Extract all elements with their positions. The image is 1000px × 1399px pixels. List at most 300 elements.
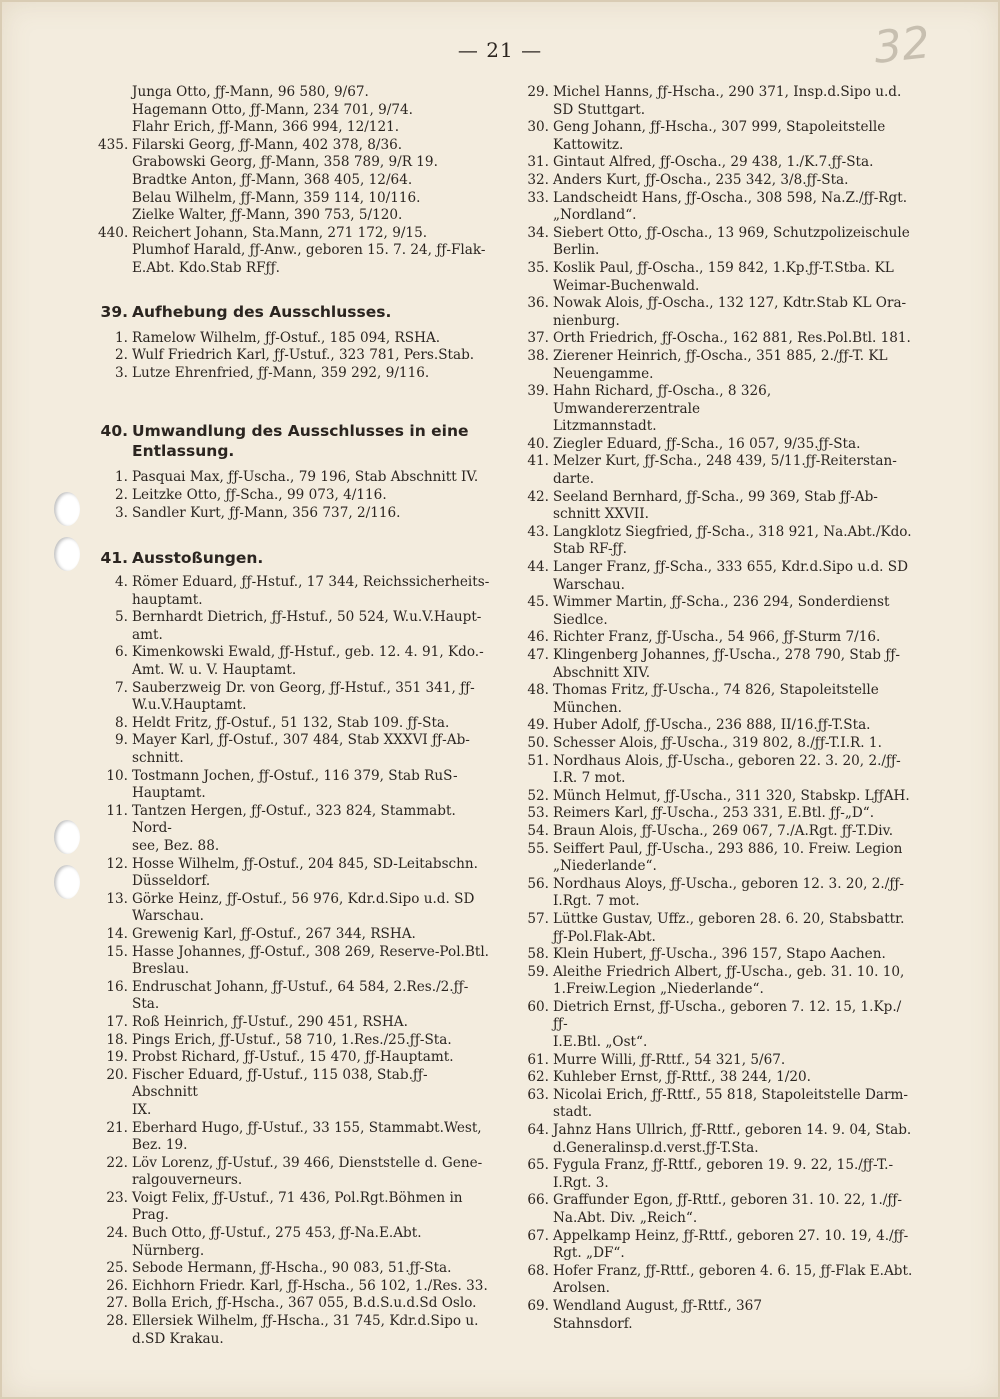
- entry-text: Flahr Erich, ƒƒ-Mann, 366 994, 12/121.: [132, 119, 400, 136]
- entry-number: 12.: [106, 855, 128, 872]
- entry-text: Na.Abt. Div. „Reich“.: [553, 1210, 698, 1226]
- punch-hole: [54, 492, 80, 526]
- entry-text: W.u.V.Hauptamt.: [132, 697, 247, 714]
- list-entry: [525, 577, 915, 595]
- list-entry: [525, 119, 915, 137]
- entry-number: 64.: [527, 1122, 549, 1139]
- entry-text: Klein Hubert, ƒƒ-Uscha., 396 157, Stapo Aachen.: [553, 946, 886, 963]
- list-entry: [525, 330, 915, 348]
- entry-text: Hagemann Otto, ƒƒ-Mann, 234 701, 9/74.: [132, 101, 413, 118]
- list-entry: [525, 893, 915, 911]
- entry-number: 69.: [527, 1297, 549, 1314]
- entry-text: Heldt Fritz, ƒƒ-Ostuf., 51 132, Stab 109. ƒƒ-Sta.: [132, 714, 450, 731]
- list-entry: [104, 1190, 490, 1208]
- list-entry: [104, 592, 490, 610]
- entry-text: Mayer Karl, ƒƒ-Ostuf., 307 484, Stab XXXVI ƒƒ-Ab-: [132, 732, 470, 749]
- entry-text: Dietrich Ernst, ƒƒ-Uscha., geboren 7. 12. 15, 1.Kp./ƒƒ-: [553, 998, 902, 1033]
- list-entry: [104, 1278, 490, 1296]
- list-entry: [104, 768, 490, 786]
- entry-number: 56.: [527, 875, 549, 892]
- list-entry: [104, 856, 490, 874]
- entry-number: 43.: [527, 523, 549, 540]
- entry-number: 60.: [527, 998, 549, 1015]
- entry-text: Hasse Johannes, ƒƒ-Ostuf., 308 269, Reserve-Pol.Btl.: [132, 943, 489, 960]
- list-entry: [525, 366, 915, 384]
- list-entry: [525, 823, 915, 841]
- entry-text: Düsseldorf.: [132, 873, 211, 890]
- entry-number: 59.: [527, 963, 549, 980]
- entry-number: 27.: [106, 1295, 128, 1312]
- entry-text: schnitt.: [132, 750, 184, 767]
- entry-text: Orth Friedrich, ƒƒ-Oscha., 162 881, Res.Pol.Btl. 181.: [553, 330, 911, 347]
- list-entry: [104, 680, 490, 698]
- entry-text: Nordhaus Alois, ƒƒ-Uscha., geboren 22. 3. 20, 2./ƒƒ-: [553, 752, 901, 769]
- entry-text: Siebert Otto, ƒƒ-Oscha., 13 969, Schutzpolizeischule: [553, 224, 910, 241]
- entry-number: 39.: [527, 383, 549, 400]
- list-entry: [104, 803, 490, 838]
- entry-number: 50.: [527, 734, 549, 751]
- entry-text: E.Abt. Kdo.Stab RFƒƒ.: [132, 259, 280, 276]
- entry-text: Fischer Eduard, ƒƒ-Ustuf., 115 038, Stab.ƒƒ-Abschnitt: [132, 1066, 428, 1101]
- entry-text: Fygula Franz, ƒƒ-Rttf., geboren 19. 9. 22, 15./ƒƒ-T.-: [553, 1157, 894, 1174]
- entry-number: 47.: [527, 647, 549, 663]
- entry-text: Grewenig Karl, ƒƒ-Ostuf., 267 344, RSHA.: [132, 925, 416, 942]
- entry-text: Zierener Heinrich, ƒƒ-Oscha., 351 885, 2./ƒƒ-T. KL: [553, 347, 888, 364]
- entry-text: Wendland August, ƒƒ-Rttf., 367: [553, 1297, 762, 1314]
- entry-text: Endruschat Johann, ƒƒ-Ustuf., 64 584, 2.Res./2.ƒƒ-Sta.: [132, 978, 469, 1013]
- list-entry: [104, 979, 490, 1014]
- list-entry: [525, 1052, 915, 1070]
- list-entry: [104, 697, 490, 715]
- entry-number: 20.: [106, 1066, 128, 1083]
- list-entry: [525, 242, 915, 260]
- entry-number: 31.: [527, 154, 549, 171]
- entry-number: 16.: [106, 978, 128, 995]
- entry-number: 23.: [106, 1189, 128, 1206]
- entry-number: 65.: [527, 1157, 549, 1174]
- entry-number: 49.: [527, 717, 549, 734]
- entry-text: Litzmannstadt.: [553, 418, 657, 435]
- entry-text: I.E.Btl. „Ost“.: [553, 1034, 648, 1051]
- list-entry: [525, 559, 915, 577]
- entry-text: I.Rgt. 3.: [553, 1174, 609, 1191]
- entry-text: Sebode Hermann, ƒƒ-Hscha., 90 083, 51.ƒƒ-Sta.: [132, 1260, 452, 1277]
- list-entry: [104, 908, 490, 926]
- entry-text: Huber Adolf, ƒƒ-Uscha., 236 888, II/16.ƒƒ-T.Sta.: [553, 717, 871, 734]
- list-entry: [525, 788, 915, 806]
- list-entry: [104, 750, 490, 768]
- entry-text: ralgouverneurs.: [132, 1172, 243, 1189]
- entry-text: Amt. W. u. V. Hauptamt.: [132, 662, 297, 679]
- list-entry: [525, 1245, 915, 1263]
- entry-number: 24.: [106, 1225, 128, 1242]
- entry-number: 29.: [527, 84, 549, 100]
- section-title-text: Umwandlung des Ausschlusses in eine: [132, 422, 469, 441]
- list-entry: [525, 348, 915, 366]
- list-entry: [525, 612, 915, 630]
- list-entry: [525, 418, 915, 436]
- list-entry: [104, 347, 490, 365]
- entry-text: Ellersiek Wilhelm, ƒƒ-Hscha., 31 745, Kdr.d.Sipo u.: [132, 1313, 479, 1330]
- entry-text: Klingenberg Johannes, ƒƒ-Uscha., 278 790, Stab ƒƒ-: [553, 647, 900, 663]
- list-entry: [104, 505, 490, 523]
- entry-text: Berlin.: [553, 242, 600, 259]
- list-entry: [104, 1295, 490, 1313]
- list-entry: [525, 911, 915, 929]
- entry-text: SD Stuttgart.: [553, 101, 646, 118]
- entry-number: 62.: [527, 1069, 549, 1086]
- entry-text: Seeland Bernhard, ƒƒ-Scha., 99 369, Stab ƒƒ-Ab-: [553, 488, 878, 505]
- list-entry: [525, 84, 915, 102]
- list-entry: [525, 1298, 915, 1316]
- entry-text: Landscheidt Hans, ƒƒ-Oscha., 308 598, Na.Z./ƒƒ-Rgt.: [553, 189, 908, 206]
- list-entry: [525, 876, 915, 894]
- list-entry: [104, 242, 490, 260]
- list-entry: [525, 190, 915, 208]
- list-entry: [525, 260, 915, 278]
- entry-number: 34.: [527, 224, 549, 241]
- entry-text: Zielke Walter, ƒƒ-Mann, 390 753, 5/120.: [132, 207, 403, 224]
- list-entry: [525, 929, 915, 947]
- list-entry: [104, 260, 490, 278]
- entry-text: Breslau.: [132, 961, 190, 978]
- list-entry: [525, 1069, 915, 1087]
- entry-text: Voigt Felix, ƒƒ-Ustuf., 71 436, Pol.Rgt.Böhmen in: [132, 1189, 463, 1206]
- entry-text: Gintaut Alfred, ƒƒ-Oscha., 29 438, 1./K.7.ƒƒ-Sta.: [553, 154, 874, 171]
- list-entry: [104, 1207, 490, 1225]
- list-entry: [525, 524, 915, 542]
- list-entry: [104, 627, 490, 645]
- entry-number: 41.: [527, 453, 549, 470]
- list-entry: [104, 119, 490, 137]
- list-entry: [104, 365, 490, 383]
- list-entry: [104, 1137, 490, 1155]
- list-entry: [525, 805, 915, 823]
- entry-number: 8.: [115, 714, 128, 731]
- entry-number: 1.: [115, 329, 128, 346]
- entry-number: 2.: [115, 347, 128, 364]
- list-entry: [98, 136, 490, 155]
- list-entry: [525, 225, 915, 243]
- punch-hole: [54, 537, 80, 571]
- left-column: [98, 84, 490, 1348]
- list-entry: [525, 1087, 915, 1105]
- entry-text: Anders Kurt, ƒƒ-Oscha., 235 342, 3/8.ƒƒ-Sta.: [553, 171, 849, 188]
- list-entry: [104, 1032, 490, 1050]
- list-entry: [525, 594, 915, 612]
- list-entry: [104, 1014, 490, 1032]
- list-entry: [525, 295, 915, 313]
- entry-text: nienburg.: [553, 312, 620, 329]
- list-entry: [525, 841, 915, 859]
- entry-text: Löv Lorenz, ƒƒ-Ustuf., 39 466, Dienststelle d. Gene-: [132, 1154, 483, 1171]
- entry-text: Sandler Kurt, ƒƒ-Mann, 356 737, 2/116.: [132, 504, 401, 521]
- entry-number: 2.: [115, 486, 128, 503]
- entry-text: Roß Heinrich, ƒƒ-Ustuf., 290 451, RSHA.: [132, 1013, 408, 1030]
- entry-text: Münch Helmut, ƒƒ-Uscha., 311 320, Stabskp. LƒƒAH.: [553, 787, 910, 804]
- entry-number: 3.: [115, 364, 128, 381]
- list-entry: [525, 964, 915, 982]
- entry-number: 26.: [106, 1277, 128, 1294]
- entry-number: 32.: [527, 171, 549, 188]
- entry-text: Sauberzweig Dr. von Georg, ƒƒ-Hstuf., 351 341, ƒƒ-: [132, 679, 475, 696]
- entry-number: 6.: [115, 644, 128, 661]
- entry-number: 48.: [527, 682, 549, 699]
- entry-text: Braun Alois, ƒƒ-Uscha., 269 067, 7./A.Rgt. ƒƒ-T.Div.: [553, 822, 894, 839]
- entry-text: Eichhorn Friedr. Karl, ƒƒ-Hscha., 56 102, 1./Res. 33.: [132, 1277, 488, 1294]
- list-entry: [525, 436, 915, 454]
- entry-text: Neuengamme.: [553, 365, 654, 382]
- section-title-text: Aufhebung des Ausschlusses.: [132, 302, 392, 321]
- entry-text: Reichert Johann, Sta.Mann, 271 172, 9/15.: [132, 224, 428, 241]
- entry-text: Warschau.: [132, 908, 204, 925]
- entry-number: 9.: [115, 732, 128, 749]
- entry-text: Ziegler Eduard, ƒƒ-Scha., 16 057, 9/35.ƒƒ-Sta.: [553, 435, 861, 452]
- entry-text: Junga Otto, ƒƒ-Mann, 96 580, 9/67.: [132, 84, 369, 100]
- list-entry: [525, 278, 915, 296]
- list-entry: [104, 190, 490, 208]
- entry-text: Bradtke Anton, ƒƒ-Mann, 368 405, 12/64.: [132, 171, 413, 188]
- list-entry: [104, 732, 490, 750]
- list-entry: [525, 1280, 915, 1298]
- entry-text: Probst Richard, ƒƒ-Ustuf., 15 470, ƒƒ-Hauptamt.: [132, 1049, 454, 1066]
- section-title-40: [100, 421, 490, 441]
- entry-text: ƒƒ-Pol.Flak-Abt.: [553, 928, 656, 945]
- list-entry: [525, 700, 915, 718]
- section-number: 40.: [100, 422, 128, 441]
- entry-number: 440.: [98, 224, 129, 241]
- entry-text: Leitzke Otto, ƒƒ-Scha., 99 073, 4/116.: [132, 486, 387, 503]
- entry-number: 58.: [527, 946, 549, 963]
- entry-number: 63.: [527, 1086, 549, 1103]
- section-title-40-continued: [104, 441, 490, 461]
- entry-number: 5.: [115, 609, 128, 626]
- list-entry: [104, 102, 490, 120]
- list-entry: [525, 647, 915, 665]
- entry-text: Warschau.: [553, 576, 625, 593]
- list-entry: [104, 891, 490, 909]
- list-entry: [104, 1260, 490, 1278]
- entry-text: amt.: [132, 626, 163, 643]
- entry-number: 1.: [115, 469, 128, 486]
- section-title-text: Ausstoßungen.: [132, 549, 264, 568]
- entry-text: Langklotz Siegfried, ƒƒ-Scha., 318 921, Na.Abt./Kdo.: [553, 523, 912, 540]
- right-column: [525, 84, 915, 1333]
- list-entry: [104, 330, 490, 348]
- entry-number: 52.: [527, 787, 549, 804]
- list-entry: [525, 1034, 915, 1052]
- entry-number: 45.: [527, 594, 549, 611]
- entry-number: 54.: [527, 822, 549, 839]
- entry-number: 57.: [527, 910, 549, 927]
- entry-text: Eberhard Hugo, ƒƒ-Ustuf., 33 155, Stammabt.West,: [132, 1119, 482, 1136]
- entry-number: 42.: [527, 488, 549, 505]
- entry-text: Hahn Richard, ƒƒ-Oscha., 8 326, Umwandererzentrale: [553, 383, 772, 417]
- list-entry: [104, 1102, 490, 1120]
- list-entry: [525, 1228, 915, 1246]
- entry-text: Thomas Fritz, ƒƒ-Uscha., 74 826, Stapoleitstelle: [553, 682, 879, 699]
- entry-text: d.Generalinsp.d.verst.ƒƒ-T.Sta.: [553, 1139, 759, 1156]
- entry-number: 53.: [527, 805, 549, 822]
- entry-number: 36.: [527, 295, 549, 312]
- entry-text: Nordhaus Aloys, ƒƒ-Uscha., geboren 12. 3. 20, 2./ƒƒ-: [553, 875, 904, 892]
- entry-text: Tantzen Hergen, ƒƒ-Ostuf., 323 824, Stammabt. Nord-: [132, 802, 456, 837]
- list-entry: [525, 665, 915, 683]
- entry-number: 15.: [106, 943, 128, 960]
- entry-text: Prag.: [132, 1207, 169, 1224]
- list-entry: [104, 1172, 490, 1190]
- entry-number: 30.: [527, 119, 549, 136]
- entry-text: Römer Eduard, ƒƒ-Hstuf., 17 344, Reichssicherheits-: [132, 574, 490, 591]
- list-entry: [525, 541, 915, 559]
- entry-number: 7.: [115, 679, 128, 696]
- entry-text: hauptamt.: [132, 591, 203, 608]
- entry-text: Weimar-Buchenwald.: [553, 277, 700, 294]
- list-entry: [525, 981, 915, 999]
- list-entry: [525, 137, 915, 155]
- entry-number: 22.: [106, 1154, 128, 1171]
- entry-text: Abschnitt XIV.: [553, 664, 651, 681]
- entry-text: IX.: [132, 1101, 152, 1118]
- list-entry: [525, 629, 915, 647]
- entry-number: 46.: [527, 629, 549, 646]
- section-title-39: [100, 302, 490, 322]
- entry-text: Pings Erich, ƒƒ-Ustuf., 58 710, 1.Res./25.ƒƒ-Sta.: [132, 1031, 452, 1048]
- handwritten-page-note: 32: [871, 17, 933, 74]
- list-entry: [104, 574, 490, 592]
- page-number: — 21 —: [457, 38, 543, 62]
- entry-text: Arolsen.: [553, 1280, 610, 1297]
- entry-text: Plumhof Harald, ƒƒ-Anw., geboren 15. 7. 24, ƒƒ-Flak-: [132, 242, 486, 259]
- list-entry: [525, 1104, 915, 1122]
- entry-text: Stab RF-ƒƒ.: [553, 541, 627, 558]
- entry-text: Michel Hanns, ƒƒ-Hscha., 290 371, Insp.d.Sipo u.d.: [553, 84, 902, 100]
- entry-text: Hauptamt.: [132, 785, 206, 802]
- entry-text: Pasquai Max, ƒƒ-Uscha., 79 196, Stab Abschnitt IV.: [132, 469, 479, 486]
- entry-number: 66.: [527, 1192, 549, 1209]
- entry-text: Görke Heinz, ƒƒ-Ostuf., 56 976, Kdr.d.Sipo u.d. SD: [132, 890, 475, 907]
- entry-text: Lüttke Gustav, Uffz., geboren 28. 6. 20, Stabsbattr.: [553, 910, 905, 927]
- entry-text: Belau Wilhelm, ƒƒ-Mann, 359 114, 10/116.: [132, 189, 421, 206]
- list-entry: [525, 999, 915, 1034]
- list-entry: [104, 487, 490, 505]
- entry-number: 25.: [106, 1260, 128, 1277]
- entry-number: 33.: [527, 189, 549, 206]
- list-entry: [104, 715, 490, 733]
- list-entry: [525, 453, 915, 471]
- list-entry: [104, 944, 490, 962]
- entry-number: 68.: [527, 1262, 549, 1279]
- list-entry: [525, 682, 915, 700]
- list-entry: [525, 207, 915, 225]
- entry-number: 21.: [106, 1119, 128, 1136]
- list-entry: [525, 1192, 915, 1210]
- section-number: 41.: [100, 549, 128, 568]
- entry-text: Kattowitz.: [553, 136, 624, 153]
- entry-number: 17.: [106, 1013, 128, 1030]
- list-entry: [525, 770, 915, 788]
- entry-text: darte.: [553, 471, 595, 488]
- entry-number: 11.: [106, 802, 128, 819]
- list-entry: [104, 469, 490, 487]
- entry-text: Murre Willi, ƒƒ-Rttf., 54 321, 5/67.: [553, 1051, 786, 1068]
- entry-text: Rgt. „DF“.: [553, 1245, 625, 1262]
- entry-text: Reimers Karl, ƒƒ-Uscha., 253 331, E.Btl. ƒƒ-„D“.: [553, 805, 875, 822]
- entry-text: „Niederlande“.: [553, 858, 657, 875]
- entry-text: Filarski Georg, ƒƒ-Mann, 402 378, 8/36.: [132, 136, 403, 153]
- entry-text: 1.Freiw.Legion „Niederlande“.: [553, 981, 764, 998]
- entry-text: Geng Johann, ƒƒ-Hscha., 307 999, Stapoleitstelle: [553, 119, 886, 136]
- entry-text: „Nordland“.: [553, 207, 637, 224]
- list-entry: [525, 154, 915, 172]
- list-entry: [104, 838, 490, 856]
- list-entry: [104, 926, 490, 944]
- list-entry: [525, 471, 915, 489]
- entry-text: Wimmer Martin, ƒƒ-Scha., 236 294, Sonderdienst: [553, 594, 890, 611]
- list-entry: [104, 172, 490, 190]
- entry-number: 19.: [106, 1049, 128, 1066]
- entry-number: 28.: [106, 1313, 128, 1330]
- entry-text: I.R. 7 mot.: [553, 770, 626, 787]
- list-entry: [525, 1263, 915, 1281]
- list-entry: [104, 609, 490, 627]
- entry-text: Nicolai Erich, ƒƒ-Rttf., 55 818, Stapoleitstelle Darm-: [553, 1086, 908, 1103]
- entry-number: 51.: [527, 752, 549, 769]
- entry-text: Seiffert Paul, ƒƒ-Uscha., 293 886, 10. Freiw. Legion: [553, 840, 903, 857]
- list-entry: [525, 946, 915, 964]
- entry-text: Schesser Alois, ƒƒ-Uscha., 319 802, 8./ƒƒ-T.I.R. 1.: [553, 734, 882, 751]
- entry-number: 18.: [106, 1031, 128, 1048]
- entry-text: Stahnsdorf.: [553, 1315, 633, 1332]
- entry-text: Bolla Erich, ƒƒ-Hscha., 367 055, B.d.S.u.d.Sd Oslo.: [132, 1295, 477, 1312]
- entry-number: 14.: [106, 925, 128, 942]
- entry-number: 61.: [527, 1051, 549, 1068]
- section-title-41: [100, 548, 490, 568]
- entry-text: Hofer Franz, ƒƒ-Rttf., geboren 4. 6. 15, ƒƒ-Flak E.Abt.: [553, 1262, 913, 1279]
- list-entry: [525, 753, 915, 771]
- entry-text: Langer Franz, ƒƒ-Scha., 333 655, Kdr.d.Sipo u.d. SD: [553, 559, 909, 576]
- list-entry: [525, 1157, 915, 1175]
- section-title-text: Entlassung.: [132, 442, 235, 461]
- entry-text: Graffunder Egon, ƒƒ-Rttf., geboren 31. 10. 22, 1./ƒƒ-: [553, 1192, 903, 1209]
- entry-text: I.Rgt. 7 mot.: [553, 893, 640, 910]
- entry-text: Lutze Ehrenfried, ƒƒ-Mann, 359 292, 9/116.: [132, 364, 430, 381]
- list-entry: [104, 207, 490, 225]
- entry-text: Bez. 19.: [132, 1137, 188, 1154]
- list-entry: [525, 735, 915, 753]
- entry-number: 37.: [527, 330, 549, 347]
- entry-number: 35.: [527, 259, 549, 276]
- entry-text: Aleithe Friedrich Albert, ƒƒ-Uscha., geb. 31. 10. 10,: [553, 963, 905, 980]
- list-entry: [104, 873, 490, 891]
- entry-number: 67.: [527, 1227, 549, 1244]
- entry-text: Kuhleber Ernst, ƒƒ-Rttf., 38 244, 1/20.: [553, 1069, 811, 1086]
- list-entry: [525, 1316, 915, 1334]
- list-entry: [104, 1049, 490, 1067]
- entry-text: Tostmann Jochen, ƒƒ-Ostuf., 116 379, Stab RuS-: [132, 767, 458, 784]
- list-entry: [525, 1175, 915, 1193]
- entry-text: Koslik Paul, ƒƒ-Oscha., 159 842, 1.Kp.ƒƒ-T.Stba. KL: [553, 259, 894, 276]
- list-entry: [525, 383, 915, 418]
- entry-number: 4.: [115, 574, 128, 591]
- entry-number: 38.: [527, 347, 549, 364]
- entry-number: 55.: [527, 840, 549, 857]
- list-entry: [104, 662, 490, 680]
- list-entry: [98, 224, 490, 243]
- entry-number: 40.: [527, 435, 549, 452]
- entry-text: Kimenkowski Ewald, ƒƒ-Hstuf., geb. 12. 4. 91, Kdo.-: [132, 644, 484, 661]
- list-entry: [525, 102, 915, 120]
